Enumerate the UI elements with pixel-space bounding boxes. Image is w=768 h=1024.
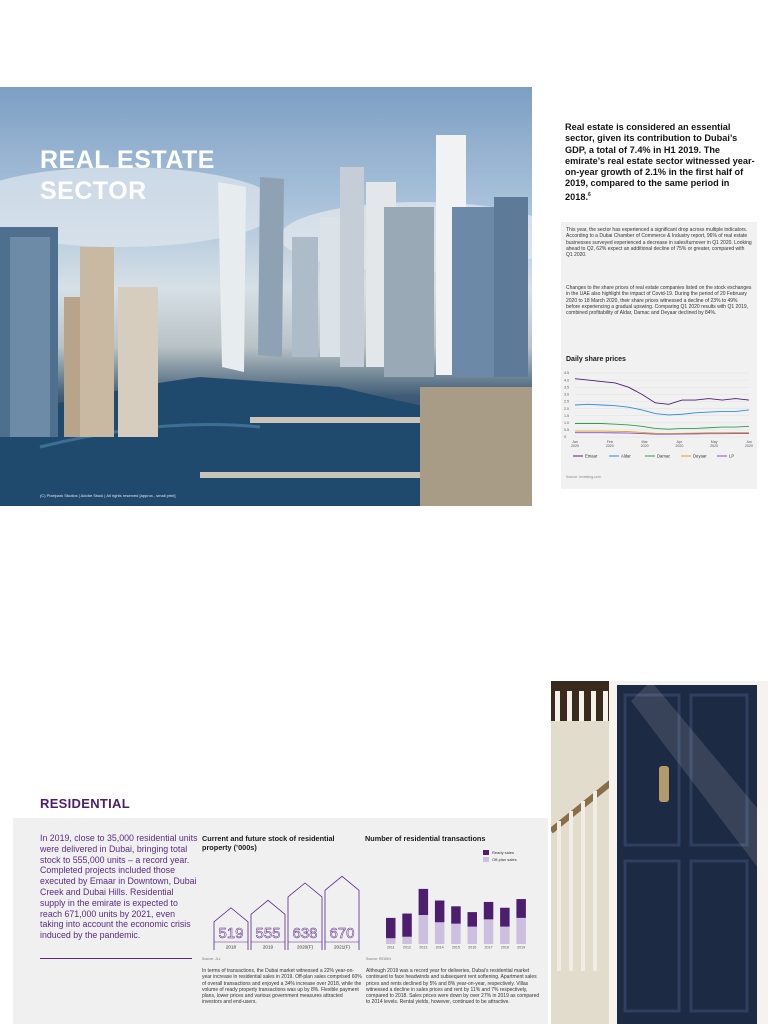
x-tick-label: 2019 (517, 945, 526, 950)
x-tick-label: 2016 (468, 945, 477, 950)
bar-segment (468, 927, 478, 944)
intro-lede (565, 122, 755, 203)
legend-label: Damac (657, 453, 671, 459)
legend-swatch (483, 850, 489, 855)
x-tick-label: May (710, 440, 718, 444)
bar-segment (468, 912, 478, 927)
x-tick-label: 2014 (435, 945, 444, 950)
stock-value: 670 (329, 925, 355, 942)
bar-segment (402, 937, 412, 944)
y-tick-label: 0 (564, 435, 566, 440)
legend-label: Ready sales (492, 850, 515, 855)
bar-segment (386, 938, 396, 944)
bar-segment (516, 899, 526, 918)
series-line-aldar (575, 404, 749, 415)
bar-segment (402, 914, 412, 937)
body-column-left: In terms of transactions, the Dubai market witnessed a 22% year-on-year increase in residential sales in 2019. Off-plan sales comprised 60% of overall transactions and enjoyed a 34% increase over 2018, while the volume of ready property transactions was up by 8%. Flexible payment plans, lower prices and various government measures attracted investors and end-users. (202, 968, 362, 1006)
transactions-chart (365, 846, 537, 954)
y-tick-label: 3.5 (564, 385, 569, 390)
stock-value: 519 (218, 925, 244, 942)
bar-segment (451, 906, 461, 923)
residential-intro: In 2019, close to 35,000 residential units were delivered in Dubai, bringing total stock to 555,000 units – a record year. Completed projects included those executed by Emaar in Downtown, Dubai Creek and Dubai Hills. Residential supply in the emirate is expected to reach 671,000 units by 2021, even taking into account the economic crisis induced by the pandemic. (40, 833, 198, 941)
y-tick-label: 2.5 (564, 399, 569, 404)
bar-segment (516, 918, 526, 944)
hero-photo (0, 87, 532, 506)
x-tick-label: Mar (641, 440, 648, 444)
share-chart-source: Source: Investing.com (566, 475, 601, 479)
bar-segment (484, 902, 494, 919)
x-tick-label: 2013 (419, 945, 428, 950)
x-tick-label: 2012 (403, 945, 412, 950)
series-line-emaar (575, 379, 749, 405)
share-price-chart (563, 369, 755, 473)
photo-credit: (C) Pixelpark Studios | Adobe Stock | All rights reserved [approx., small print] (40, 493, 176, 498)
residential-heading: RESIDENTIAL (40, 796, 130, 811)
legend-label: Off-plan sales (492, 857, 517, 862)
stock-value: 555 (255, 925, 281, 942)
x-tick-label: 2018 (500, 945, 509, 950)
intro-lede-ref: 6 (588, 191, 591, 198)
stock-chart-title: Current and future stock of residential property (’000s) (202, 834, 335, 852)
y-tick-label: 1.5 (564, 413, 569, 418)
intro-paragraph-1: This year, the sector has experienced a significant drop across multiple indicators. According to a Dubai Chamber of Commerce & Industry report, 96% of real estate businesses surveyed experienced a decrease in sales/turnover in Q1 2020. Looking ahead to Q2, 62% expect an additional decline of 75% or greater, compared with Q1 2020. (566, 227, 752, 259)
x-tick-year: 2020 (571, 444, 579, 448)
x-tick-year: 2020 (745, 444, 753, 448)
bar-segment (484, 919, 494, 944)
stock-chart (200, 855, 362, 955)
y-tick-label: 4.0 (564, 378, 569, 383)
bar-segment (435, 922, 445, 944)
hero-title: REAL ESTATE SECTOR (40, 146, 215, 205)
share-price-panel (561, 222, 757, 489)
legend-swatch (483, 857, 489, 862)
stock-year-label: 2018 (225, 944, 237, 950)
bar-segment (435, 901, 445, 923)
intro-paragraph-2: Changes to the share prices of real estate companies listed on the stock exchanges in the UAE also highlight the impact of Covid-19. During the period of 20 February 2020 to 18 March 2020, their share prices witnessed a decline of 23% to 49% before experiencing a gradual upswing. Comparing Q1 2020 results with Q1 2019, combined profitability of Aldar, Damac and Deyaar declined by 84%. (566, 285, 752, 317)
bar-segment (500, 908, 510, 927)
x-tick-label: 2011 (386, 945, 395, 950)
y-tick-label: 3.0 (564, 392, 569, 397)
x-tick-label: 2015 (451, 945, 460, 950)
legend-label: Deyaar (693, 453, 707, 459)
x-tick-label: Apr (676, 440, 683, 444)
x-tick-year: 2020 (710, 444, 719, 448)
stock-chart-source: Source: JLL (202, 957, 221, 961)
stock-value: 638 (292, 925, 318, 942)
x-tick-year: 2020 (605, 444, 614, 448)
x-tick-year: 2020 (675, 444, 684, 448)
bar-segment (451, 924, 461, 944)
y-tick-label: 1.0 (564, 420, 569, 425)
x-tick-label: Jan (572, 440, 578, 444)
front-door-illustration (551, 681, 768, 1024)
bar-segment (419, 889, 429, 915)
door-knocker-icon (659, 766, 669, 802)
residential-panel (13, 818, 548, 1024)
transactions-chart-source: Source: REIDIN (366, 957, 391, 961)
divider-rule (40, 958, 192, 959)
transactions-chart-title: Number of residential transactions (365, 834, 486, 843)
x-tick-label: Feb (606, 440, 613, 444)
x-tick-label: 2017 (484, 945, 493, 950)
x-tick-year: 2020 (640, 444, 649, 448)
share-chart-title: Daily share prices (566, 356, 626, 363)
bar-segment (419, 915, 429, 944)
stock-year-label: 2020(F) (296, 944, 314, 950)
bar-segment (500, 927, 510, 944)
legend-label: LP (729, 453, 735, 459)
body-column-right: Although 2019 was a record year for deliveries, Dubai’s residential market continued to face headwinds and subsequent rent softening. Apartment sales prices and rents declined by 5% and 8% year-on-year, respectively. Villas witnessed a decline in sales prices and rent by 11% and 7% respectively, compared to 2018. Sales prices were down by over 27% in 2019 as compared to 2014 levels. Rental yields, however, continued to be attractive. (366, 968, 540, 1006)
y-tick-label: 4.5 (564, 371, 569, 376)
series-line-damac (575, 423, 749, 429)
stock-year-label: 2019 (262, 944, 274, 950)
door-photo (551, 681, 768, 1024)
x-tick-label: Jun (746, 440, 752, 444)
y-tick-label: 0.5 (564, 428, 569, 433)
y-tick-label: 2.0 (564, 406, 569, 411)
bar-segment (386, 918, 396, 938)
legend-label: Aldar (621, 453, 631, 459)
legend-label: Emaar (585, 453, 598, 459)
intro-lede-text: Real estate is considered an essential sector, given its contribution to Dubai’s GDP, a total of 7.4% in H1 2019. The emirate’s real estate sector witnessed year-on-year growth of 2.1% in the first half of 2019, compared to the same period in 2018. (565, 122, 755, 202)
stock-year-label: 2021(F) (333, 944, 351, 950)
